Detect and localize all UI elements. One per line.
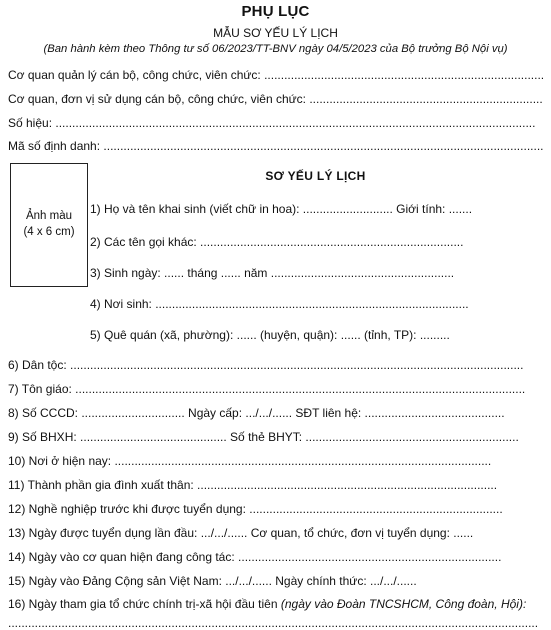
managing-agency-line: Cơ quan quản lý cán bộ, công chức, viên chức: .................................................................................... (8, 68, 545, 82)
identification-code-line: Mã số định danh: .................................................................................................................................... (8, 139, 544, 153)
section-title: SƠ YẾU LÝ LỊCH (265, 169, 366, 183)
ethnicity-line: 6) Dân tộc: ........................................................................................................................................ (8, 358, 524, 372)
full-name-line: 1) Họ và tên khai sinh (viết chữ in hoa): ........................... Giới tính: ....... (90, 202, 473, 216)
other-names-line: 2) Các tên gọi khác: ............................................................................... (90, 235, 464, 249)
photo-label (11, 208, 87, 240)
current-agency-date-line: 14) Ngày vào cơ quan hiện đang công tác: ............................................................................... (8, 550, 502, 564)
previous-occupation-line: 12) Nghề nghiệp trước khi được tuyển dụng: ............................................................................ (8, 502, 503, 516)
id-card-line: 8) Số CCCD: ............................... Ngày cấp: .../.../...... SĐT liên hệ: .......................................... (8, 406, 505, 420)
page-title: PHỤ LỤC (241, 3, 310, 20)
birth-date-line: 3) Sinh ngày: ...... tháng ...... năm ....................................................... (90, 266, 455, 280)
recruitment-date-line: 13) Ngày được tuyển dụng lần đầu: .../.../...... Cơ quan, tổ chức, đơn vị tuyển dụng: ...... (8, 526, 474, 540)
employing-agency-line: Cơ quan, đơn vị sử dụng cán bộ, công chức, viên chức: ...................................................................... (8, 92, 543, 106)
photo-label-line1: Ảnh màu (25, 210, 73, 222)
social-organization-note: (ngày vào Đoàn TNCSHCM, Công đoàn, Hội): (280, 597, 527, 611)
birthplace-line: 4) Nơi sinh: .............................................................................................. (90, 297, 469, 311)
photo-placeholder (10, 163, 88, 287)
insurance-line: 9) Số BHXH: ............................................ Số thẻ BHYT: ................................................................ (8, 430, 519, 444)
religion-line: 7) Tôn giáo: ....................................................................................................................................... (8, 382, 526, 396)
photo-label-line2: (4 x 6 cm) (23, 226, 75, 238)
party-admission-line: 15) Ngày vào Đảng Cộng sản Việt Nam: .../.../...... Ngày chính thức: .../.../...... (8, 574, 417, 588)
form-subtitle: MẪU SƠ YẾU LÝ LỊCH (213, 26, 338, 40)
current-address-line: 10) Nơi ở hiện nay: ................................................................................................................. (8, 454, 492, 468)
issuance-note: (Ban hành kèm theo Thông tư số 06/2023/TT-BNV ngày 04/5/2023 của Bộ trưởng Bộ Nội vụ) (43, 43, 508, 55)
reference-number-line: Số hiệu: ................................................................................................................................................ (8, 116, 536, 130)
family-background-line: 11) Thành phần gia đình xuất thân: .......................................................................................... (8, 478, 498, 492)
social-organization-text: 16) Ngày tham gia tổ chức chính trị-xã hội đầu tiên (8, 597, 281, 611)
hometown-line: 5) Quê quán (xã, phường): ...... (huyện, quận): ...... (tỉnh, TP): ......... (90, 328, 450, 342)
social-organization-continuation: ............................................................................................................................................................... (8, 616, 539, 630)
social-organization-line (8, 597, 526, 611)
